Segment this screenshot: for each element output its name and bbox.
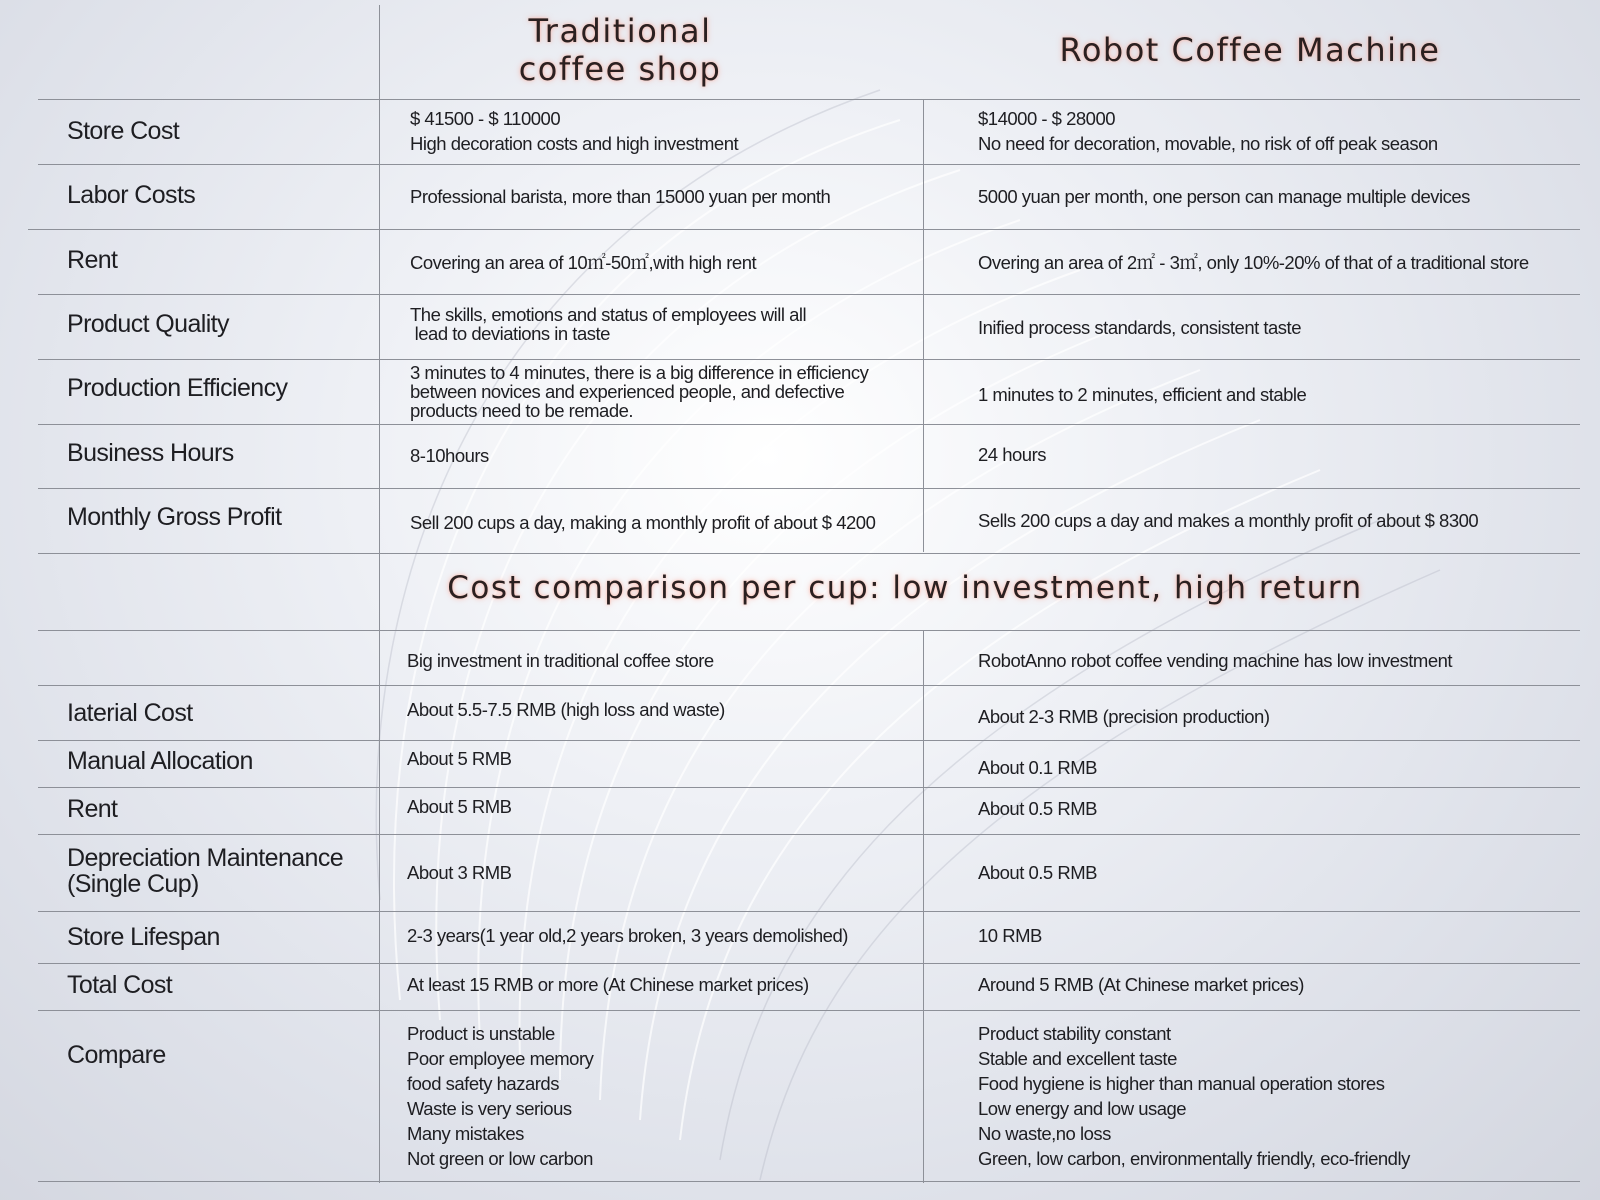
cell-robot-lifespan: 10 RMB xyxy=(978,925,1042,946)
cell-robot-compare xyxy=(978,1021,1410,1171)
row-divider xyxy=(38,630,1580,631)
row-divider xyxy=(38,1010,1580,1011)
cell-traditional-labor: Professional barista, more than 15000 yuan per month xyxy=(410,186,831,207)
cell-traditional-depreciation: About 3 RMB xyxy=(407,862,512,883)
row-label-line: (Single Cup) xyxy=(67,870,199,898)
row-divider xyxy=(38,164,1580,165)
table2-header-traditional: Big investment in traditional coffee store xyxy=(407,650,714,671)
compare-item: food safety hazards xyxy=(407,1073,559,1094)
compare-item: No waste,no loss xyxy=(978,1123,1111,1144)
row-label-rent-per-cup: Rent xyxy=(67,795,118,823)
row-divider xyxy=(38,99,1580,100)
cell-text: 3 minutes to 4 minutes, there is a big difference in efficiency xyxy=(410,362,869,383)
row-divider xyxy=(38,1181,1580,1182)
compare-item: Low energy and low usage xyxy=(978,1098,1187,1119)
cell-robot-hours: 24 hours xyxy=(978,444,1046,465)
cell-traditional-total: At least 15 RMB or more (At Chinese market prices) xyxy=(407,974,809,995)
cell-traditional-lifespan: 2-3 years(1 year old,2 years broken, 3 years demolished) xyxy=(407,925,848,946)
row-label-monthly-gross-profit: Monthly Gross Profit xyxy=(67,503,282,531)
header-robot: Robot Coffee Machine xyxy=(1059,31,1441,69)
row-divider xyxy=(38,359,1580,360)
row-label-total-cost: Total Cost xyxy=(67,971,173,999)
cell-text: No need for decoration, movable, no risk of off peak season xyxy=(978,133,1438,154)
section-title: Cost comparison per cup: low investment, high return xyxy=(447,570,1363,606)
header-traditional-line2: coffee shop xyxy=(518,50,722,88)
cell-traditional-compare xyxy=(407,1021,593,1171)
cell-text: $ 41500 - $ 110000 xyxy=(410,108,561,129)
row-label-production-efficiency: Production Efficiency xyxy=(67,374,288,402)
cell-text: The skills, emotions and status of employees will all xyxy=(410,304,807,325)
compare-item: Poor employee memory xyxy=(407,1048,594,1069)
row-divider xyxy=(38,787,1580,788)
row-divider xyxy=(38,553,1580,554)
cell-traditional-efficiency xyxy=(410,363,868,420)
cell-robot-manual: About 0.1 RMB xyxy=(978,757,1097,778)
row-divider xyxy=(38,834,1580,835)
cell-robot-depreciation: About 0.5 RMB xyxy=(978,862,1097,883)
row-divider xyxy=(38,424,1580,425)
row-divider xyxy=(38,488,1580,489)
cell-traditional-rent: Covering an area of 10㎡-50㎡,with high rent xyxy=(410,252,757,273)
row-label-line: Depreciation Maintenance xyxy=(67,844,344,872)
cell-text: lead to deviations in taste xyxy=(410,323,610,344)
compare-item: Food hygiene is higher than manual operation stores xyxy=(978,1073,1385,1094)
cell-robot-rent-per-cup: About 0.5 RMB xyxy=(978,798,1097,819)
cell-text: products need to be remade. xyxy=(410,400,634,421)
cell-traditional-rent-per-cup: About 5 RMB xyxy=(407,796,512,817)
compare-item: Product stability constant xyxy=(978,1023,1171,1044)
cell-traditional-manual: About 5 RMB xyxy=(407,748,512,769)
row-divider xyxy=(38,294,1580,295)
row-label-business-hours: Business Hours xyxy=(67,439,234,467)
cell-robot-labor: 5000 yuan per month, one person can manage multiple devices xyxy=(978,186,1470,207)
cell-robot-quality: Inified process standards, consistent taste xyxy=(978,317,1301,338)
cell-traditional-quality xyxy=(410,305,806,343)
compare-item: Many mistakes xyxy=(407,1123,524,1144)
cell-traditional-hours: 8-10hours xyxy=(410,445,489,466)
row-label-manual-allocation: Manual Allocation xyxy=(67,747,253,775)
row-label-store-cost: Store Cost xyxy=(67,117,180,145)
cell-robot-material: About 2-3 RMB (precision production) xyxy=(978,706,1270,727)
row-label-compare: Compare xyxy=(67,1041,166,1069)
row-divider xyxy=(38,963,1580,964)
cell-robot-total: Around 5 RMB (At Chinese market prices) xyxy=(978,974,1304,995)
row-label-rent: Rent xyxy=(67,246,118,274)
cell-robot-profit: Sells 200 cups a day and makes a monthly profit of about $ 8300 xyxy=(978,510,1479,531)
header-traditional xyxy=(430,12,810,88)
row-divider xyxy=(38,685,1580,686)
column-divider-right-bottom xyxy=(923,630,924,1183)
cell-text: between novices and experienced people, and defective xyxy=(410,381,845,402)
row-divider xyxy=(38,740,1580,741)
compare-item: Waste is very serious xyxy=(407,1098,572,1119)
compare-item: Stable and excellent taste xyxy=(978,1048,1177,1069)
row-label-labor-costs: Labor Costs xyxy=(67,181,196,209)
row-label-store-lifespan: Store Lifespan xyxy=(67,923,220,951)
cell-traditional-material: About 5.5-7.5 RMB (high loss and waste) xyxy=(407,699,725,720)
row-label-depreciation xyxy=(67,845,343,897)
table2-header-robot: RobotAnno robot coffee vending machine has low investment xyxy=(978,650,1453,671)
cell-traditional-profit: Sell 200 cups a day, making a monthly profit of about $ 4200 xyxy=(410,512,876,533)
compare-item: Product is unstable xyxy=(407,1023,555,1044)
cell-robot-efficiency: 1 minutes to 2 minutes, efficient and stable xyxy=(978,384,1307,405)
cell-traditional-store-cost xyxy=(410,106,738,156)
header-traditional-line1: Traditional xyxy=(528,12,712,50)
cell-text: $14000 - $ 28000 xyxy=(978,108,1116,129)
compare-item: Green, low carbon, environmentally friendly, eco-friendly xyxy=(978,1148,1410,1169)
column-divider-right-top xyxy=(923,100,924,552)
row-label-material-cost: Iaterial Cost xyxy=(67,699,193,727)
cell-robot-store-cost xyxy=(978,106,1438,156)
compare-item: Not green or low carbon xyxy=(407,1148,593,1169)
row-divider xyxy=(28,229,1580,230)
cell-text: High decoration costs and high investment xyxy=(410,133,739,154)
row-divider xyxy=(38,911,1580,912)
cell-robot-rent: Overing an area of 2㎡ - 3㎡, only 10%-20% of that of a traditional store xyxy=(978,252,1529,273)
row-label-product-quality: Product Quality xyxy=(67,310,229,338)
